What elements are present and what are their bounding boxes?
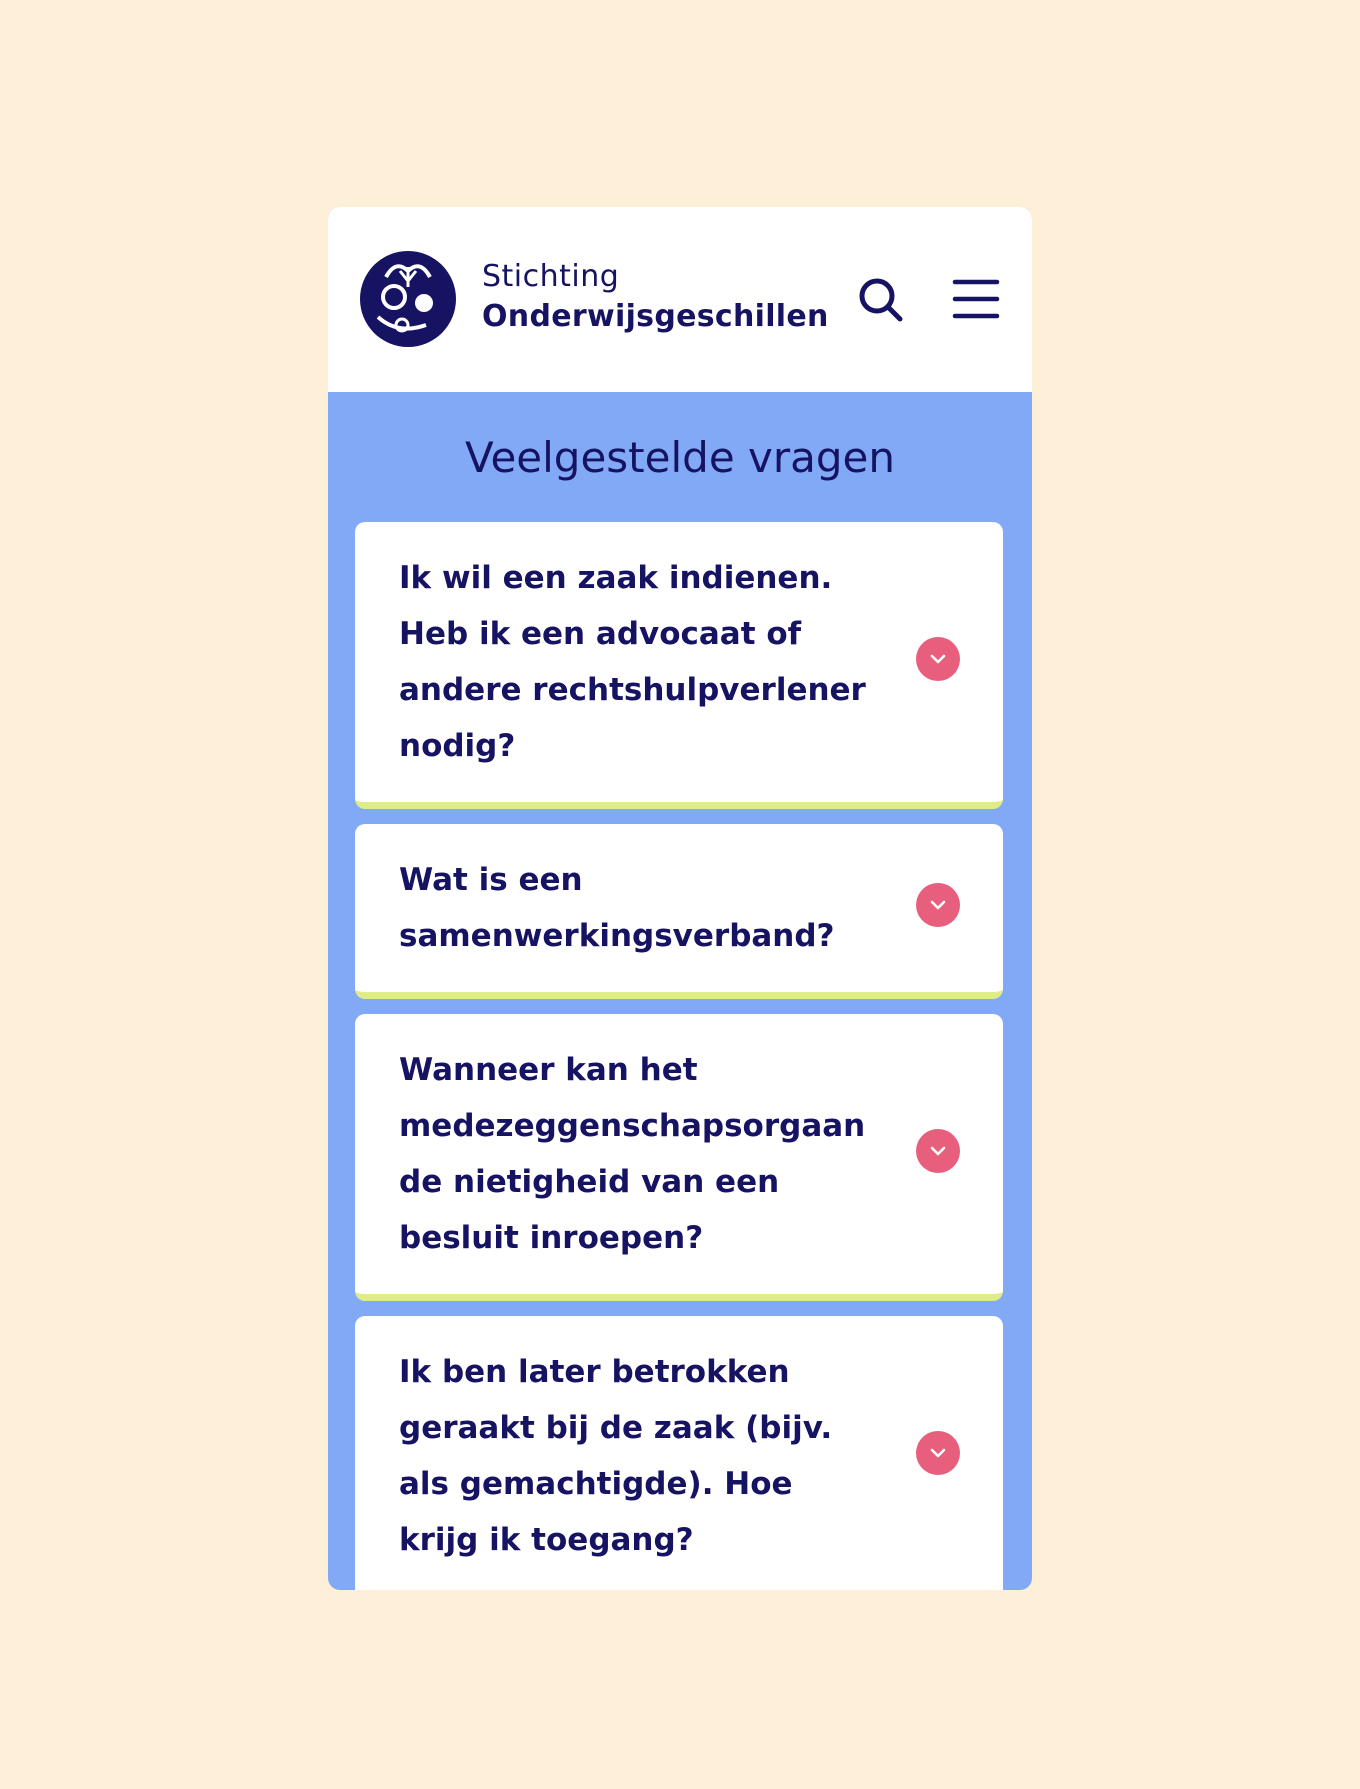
hamburger-menu-icon <box>952 276 1000 324</box>
faq-question: Ik wil een zaak indienen. Heb ik een advocaat of andere rechtshulpverlener nodig? <box>399 560 866 764</box>
chevron-down-icon <box>929 1145 947 1157</box>
chevron-down-icon <box>929 1447 947 1459</box>
expand-button[interactable] <box>916 1431 960 1475</box>
brand-line-2: Onderwijsgeschillen <box>482 299 829 334</box>
faq-question: Wanneer kan het medezeggenschapsorgaan de nietigheid van een besluit inroepen? <box>399 1052 866 1256</box>
search-button[interactable] <box>852 271 910 329</box>
brand-name[interactable] <box>482 257 829 337</box>
faq-item[interactable] <box>355 824 1003 999</box>
faq-question: Wat is een samenwerkingsverband? <box>399 862 835 954</box>
chevron-down-icon <box>929 653 947 665</box>
expand-button[interactable] <box>916 637 960 681</box>
menu-button[interactable] <box>947 271 1005 329</box>
expand-button[interactable] <box>916 883 960 927</box>
faq-item[interactable] <box>355 1014 1003 1301</box>
organization-logo[interactable] <box>356 247 460 351</box>
brand-line-1: Stichting <box>482 259 620 294</box>
faq-question: Ik ben later betrokken geraakt bij de zaak (bijv. als gemachtigde). Hoe krijg ik toegang? <box>399 1354 833 1558</box>
faq-title: Veelgestelde vragen <box>464 433 895 482</box>
chevron-down-icon <box>929 899 947 911</box>
faq-item[interactable] <box>355 522 1003 809</box>
search-icon <box>856 275 906 325</box>
faq-list <box>328 522 1032 1590</box>
faq-item[interactable] <box>355 1316 1003 1590</box>
mobile-page <box>328 207 1032 1590</box>
expand-button[interactable] <box>916 1129 960 1173</box>
site-header <box>328 207 1032 392</box>
